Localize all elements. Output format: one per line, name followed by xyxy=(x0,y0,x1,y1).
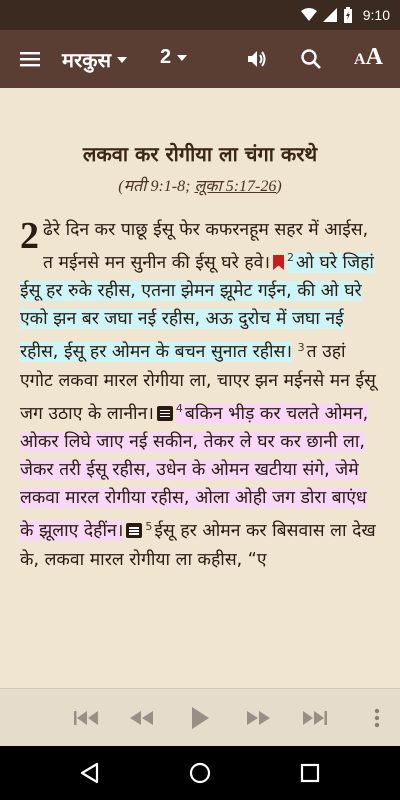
refs-prefix: (मती 9:1-8; xyxy=(118,178,195,195)
verse-number: 3 xyxy=(297,340,305,354)
text-size-small-glyph: A xyxy=(354,51,366,68)
verse-1-text: ढेरे दिन कर पाछू ईसू फेर कफरनहूम सहर में आईस, त मईनसे मन सुनीन की ईसू घरे हवे। xyxy=(43,220,369,274)
wifi-icon xyxy=(301,8,317,22)
parallel-refs xyxy=(0,174,400,196)
status-bar xyxy=(0,0,400,30)
chapter-number: 2 xyxy=(160,46,172,68)
system-nav-bar xyxy=(0,746,400,800)
chapter-drop-number: 2 xyxy=(20,215,39,257)
verse-5-text: ईसू हर ओमन कर बिसवास ला देख के, लकवा मारल रोगीया ला कहीस, “ए xyxy=(20,521,376,570)
signal-icon xyxy=(323,8,337,22)
bookmark-icon[interactable] xyxy=(273,255,284,270)
rewind-icon[interactable] xyxy=(127,703,157,733)
refs-suffix: ) xyxy=(276,178,282,195)
verse-4-text: बकिन भीड़ कर चलते ओमन, ओकर लिघे जाए नई सकीन, तेकर ले घर कर छानी ला, जेकर तरी ईसू रहीस, उधेन के ओमन खटीया संगे, जेमे लकवा मारल रोगीया रहीस, ओला ओही जग डोरा बाएंध के झूलाए देहींन। xyxy=(20,403,369,542)
text-size-button[interactable] xyxy=(354,44,383,71)
back-icon[interactable] xyxy=(76,759,104,787)
fast-forward-icon[interactable] xyxy=(243,703,273,733)
home-icon[interactable] xyxy=(186,759,214,787)
status-icons xyxy=(301,0,390,30)
status-time: 9:10 xyxy=(362,7,390,23)
verse-number: 2 xyxy=(287,251,295,265)
section-heading: लकवा कर रोगीया ला चंगा करथे xyxy=(82,142,318,166)
verse-3-text: त उहां एगोट लकवा मारल रोगीया ला, चाएर झन मईनसे मन ईसू जग उठाए के लानीन। xyxy=(20,342,376,424)
search-icon[interactable] xyxy=(299,47,323,71)
menu-icon[interactable] xyxy=(18,47,42,71)
chapter-text xyxy=(20,216,382,574)
chevron-down-icon xyxy=(177,55,187,61)
ref-link-luke[interactable]: लूका 5:17-26 xyxy=(194,178,277,195)
speaker-icon[interactable] xyxy=(245,47,269,71)
app-toolbar xyxy=(0,30,400,88)
verse-2-text: ओ घरे जिहां ईसू हर रुके रहीस, एतना झेमन झूमेट गईन, की ओ घरे एको झन बर जघा नई रहीस, अऊ दुरोच में जघा नई रहीस, ईसू हर ओमन के बचन सुनात रहीस। xyxy=(20,253,374,363)
note-icon[interactable] xyxy=(126,523,142,538)
chapter-selector[interactable] xyxy=(160,46,187,69)
note-icon[interactable] xyxy=(157,406,173,421)
chevron-down-icon xyxy=(117,57,127,63)
audio-player-bar xyxy=(0,688,400,747)
battery-icon xyxy=(343,7,353,23)
skip-next-icon[interactable] xyxy=(299,703,329,733)
verse-number: 4 xyxy=(175,401,183,415)
skip-previous-icon[interactable] xyxy=(72,703,102,733)
book-name: मरकुस xyxy=(62,48,112,72)
play-icon[interactable] xyxy=(186,703,214,733)
reading-pane[interactable] xyxy=(0,88,400,688)
recents-icon[interactable] xyxy=(296,759,324,787)
text-size-big-glyph: A xyxy=(365,44,383,70)
verse-number: 5 xyxy=(145,519,153,533)
book-selector[interactable] xyxy=(62,46,127,73)
more-vert-icon[interactable] xyxy=(368,703,386,733)
